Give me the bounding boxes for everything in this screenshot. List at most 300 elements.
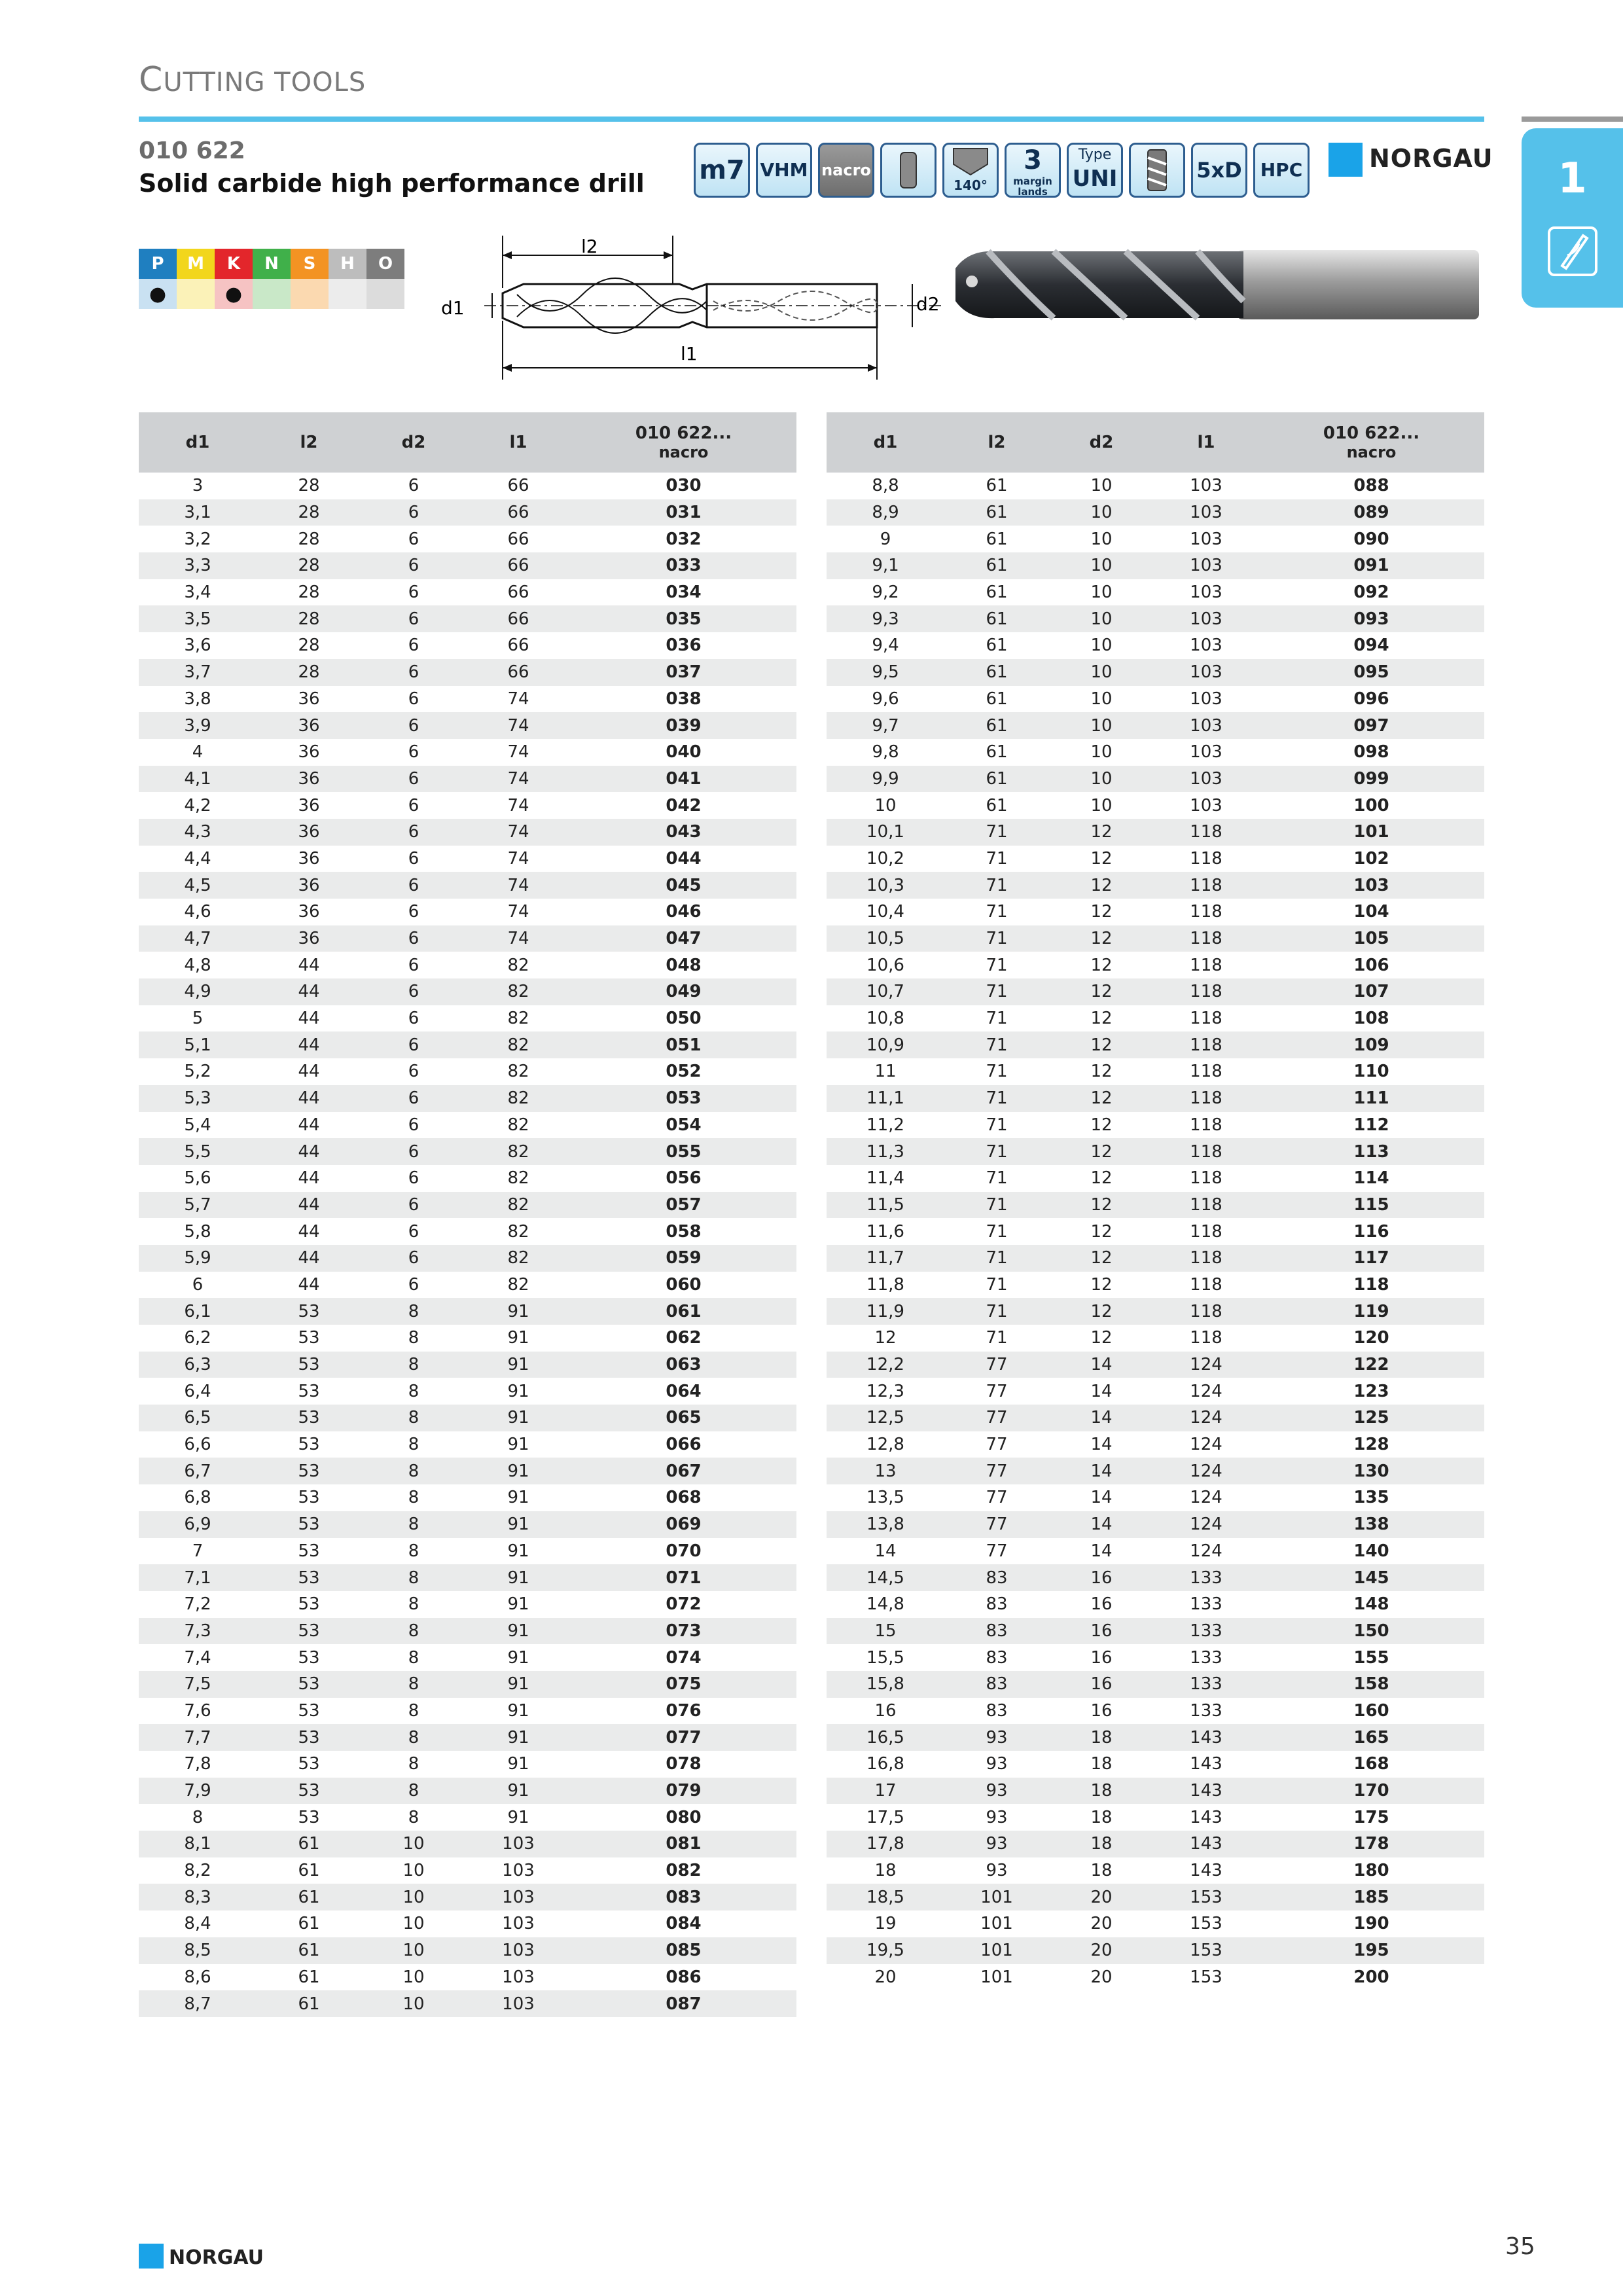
cell-l2: 36 — [298, 689, 320, 709]
table-row — [139, 1378, 796, 1405]
header-l1: l1 — [466, 412, 571, 473]
cell-l1: 153 — [1154, 1884, 1258, 1910]
cell-l2: 71 — [986, 1221, 1008, 1242]
cell-reference: 049 — [571, 978, 796, 1005]
cell-l1: 143 — [1154, 1724, 1258, 1751]
cell-d1: 13,8 — [827, 1511, 944, 1538]
cell-d1: 6,4 — [184, 1381, 211, 1401]
cell-reference: 050 — [666, 1009, 702, 1029]
cell-d1: 5,1 — [139, 1031, 257, 1058]
cell-l1: 91 — [466, 1405, 571, 1431]
cell-reference: 092 — [1353, 583, 1389, 603]
cell-d2: 12 — [1049, 1245, 1154, 1272]
cell-l1: 103 — [502, 1967, 535, 1987]
page-number: 35 — [1505, 2233, 1535, 2260]
cell-reference: 036 — [666, 636, 702, 656]
dimension-l1-label: l1 — [681, 343, 698, 365]
cell-l2: 101 — [980, 1914, 1013, 1934]
cell-d1: 6,9 — [139, 1511, 257, 1538]
cell-d2: 6 — [408, 795, 419, 816]
cell-reference: 054 — [666, 1115, 702, 1135]
cell-reference: 109 — [1258, 1031, 1484, 1058]
cell-d2: 12 — [1049, 819, 1154, 846]
cell-d1: 6,3 — [139, 1352, 257, 1378]
cell-d1: 6,5 — [139, 1405, 257, 1431]
dimension-d1-label: d1 — [441, 297, 465, 319]
cell-reference: 055 — [571, 1138, 796, 1165]
cell-d2: 20 — [1090, 1967, 1113, 1987]
cell-l1: 118 — [1190, 1274, 1222, 1295]
cell-l2: 53 — [257, 1405, 361, 1431]
table-row — [139, 899, 796, 925]
table-row — [139, 846, 796, 872]
cell-d2: 20 — [1049, 1937, 1154, 1964]
cell-d1: 6,8 — [184, 1488, 211, 1508]
cell-d1: 16,8 — [866, 1754, 904, 1774]
cell-l1: 66 — [507, 636, 529, 656]
table-row — [827, 1405, 1484, 1431]
cell-l1: 91 — [507, 1381, 529, 1401]
table-row — [139, 632, 796, 659]
cell-l1: 82 — [466, 978, 571, 1005]
cell-d2: 12 — [1049, 925, 1154, 952]
table-row — [139, 1325, 796, 1352]
table-row — [139, 1511, 796, 1538]
header-l1: l1 — [1154, 412, 1258, 473]
table-row — [139, 1778, 796, 1804]
table-row — [827, 1804, 1484, 1831]
cell-l2: 28 — [298, 636, 320, 656]
table-row — [139, 1005, 796, 1032]
shank-badge — [880, 143, 936, 198]
cell-l2: 71 — [986, 1009, 1008, 1029]
cell-l1: 91 — [507, 1594, 529, 1615]
cell-d1: 3,7 — [139, 659, 257, 686]
header-d1: d1 — [139, 412, 257, 473]
cell-d2: 10 — [1049, 499, 1154, 526]
cell-l1: 133 — [1154, 1671, 1258, 1698]
cell-d2: 14 — [1090, 1541, 1113, 1561]
cell-reference: 097 — [1258, 712, 1484, 739]
cell-l2: 101 — [944, 1937, 1049, 1964]
cell-l1: 91 — [507, 1647, 529, 1668]
cell-d2: 12 — [1090, 1115, 1113, 1135]
cell-d1: 12,8 — [866, 1435, 904, 1455]
table-row — [827, 499, 1484, 526]
cell-d1: 3,2 — [184, 529, 211, 549]
table-row — [139, 1431, 796, 1458]
cell-d1: 6,2 — [184, 1328, 211, 1348]
table-row — [139, 819, 796, 846]
cell-l1: 103 — [466, 1884, 571, 1910]
table-row — [827, 1698, 1484, 1725]
table-row — [827, 1058, 1484, 1085]
table-row — [827, 605, 1484, 632]
cell-l2: 44 — [298, 1168, 320, 1189]
cell-l1: 103 — [466, 1937, 571, 1964]
cell-d1: 11,8 — [866, 1274, 904, 1295]
cell-d1: 7,9 — [139, 1778, 257, 1804]
cell-l2: 77 — [986, 1435, 1008, 1455]
cell-l1: 91 — [507, 1807, 529, 1827]
cell-l1: 82 — [466, 1031, 571, 1058]
cell-reference: 168 — [1353, 1754, 1389, 1774]
cell-d2: 10 — [1049, 659, 1154, 686]
table-row — [827, 686, 1484, 713]
cell-reference: 088 — [1353, 476, 1389, 496]
table-row — [827, 1564, 1484, 1591]
table-row — [139, 526, 796, 552]
cell-l2: 36 — [257, 712, 361, 739]
cell-l1: 124 — [1154, 1352, 1258, 1378]
cell-d1: 19 — [874, 1914, 897, 1934]
cell-d1: 9,1 — [827, 552, 944, 579]
cell-l1: 66 — [507, 529, 529, 549]
cell-l1: 133 — [1190, 1647, 1222, 1668]
cell-d2: 12 — [1090, 1168, 1113, 1189]
cell-d2: 8 — [361, 1724, 466, 1751]
cell-d1: 6 — [192, 1274, 204, 1295]
cell-l2: 44 — [257, 978, 361, 1005]
cell-reference: 095 — [1258, 659, 1484, 686]
cell-l2: 77 — [944, 1511, 1049, 1538]
material-suitability-table — [139, 249, 404, 309]
cell-d1: 3,6 — [184, 636, 211, 656]
cell-l2: 71 — [944, 978, 1049, 1005]
cell-d1: 5,5 — [139, 1138, 257, 1165]
table-row — [827, 1751, 1484, 1778]
table-row — [827, 1352, 1484, 1378]
cell-l2: 61 — [257, 1831, 361, 1857]
table-row — [139, 766, 796, 793]
cell-d2: 8 — [408, 1647, 419, 1668]
cell-d2: 6 — [408, 1274, 419, 1295]
cell-d1: 5,7 — [139, 1192, 257, 1219]
cell-l1: 103 — [466, 1831, 571, 1857]
type-label: Type — [1078, 147, 1112, 163]
table-row — [827, 1644, 1484, 1671]
section-title — [139, 60, 366, 99]
cell-reference: 105 — [1258, 925, 1484, 952]
cell-l2: 101 — [980, 1967, 1013, 1987]
table-row — [139, 1591, 796, 1618]
table-row — [139, 1272, 796, 1299]
cell-l2: 44 — [257, 1031, 361, 1058]
cell-d2: 14 — [1090, 1488, 1113, 1508]
cell-l2: 71 — [986, 1274, 1008, 1295]
cell-reference: 093 — [1258, 605, 1484, 632]
cell-l1: 82 — [507, 1062, 529, 1082]
table-row — [827, 1538, 1484, 1565]
cell-d2: 6 — [408, 1062, 419, 1082]
cell-l2: 36 — [298, 742, 320, 762]
chapter-number: 1 — [1558, 154, 1587, 203]
suitability-s — [291, 279, 329, 309]
cell-l1: 118 — [1190, 1009, 1222, 1029]
cell-l2: 53 — [298, 1594, 320, 1615]
cell-reference: 110 — [1353, 1062, 1389, 1082]
cell-l1: 91 — [507, 1754, 529, 1774]
cell-d2: 6 — [408, 529, 419, 549]
table-row — [827, 978, 1484, 1005]
cell-l2: 44 — [257, 1192, 361, 1219]
hpc-badge: HPC — [1253, 143, 1310, 198]
cell-d2: 6 — [408, 689, 419, 709]
cell-reference: 072 — [666, 1594, 702, 1615]
cell-l2: 71 — [986, 848, 1008, 869]
cell-reference: 106 — [1353, 955, 1389, 975]
cell-d1: 12,3 — [866, 1381, 904, 1401]
point-angle-icon — [944, 145, 997, 177]
cell-reference: 086 — [666, 1967, 702, 1987]
cell-l1: 91 — [466, 1458, 571, 1484]
cell-d1: 10,3 — [827, 872, 944, 899]
table-row — [139, 1352, 796, 1378]
cell-reference: 030 — [666, 476, 702, 496]
cell-d1: 3,4 — [184, 583, 211, 603]
cell-reference: 047 — [571, 925, 796, 952]
table-row — [827, 579, 1484, 606]
cell-l2: 61 — [944, 552, 1049, 579]
cell-l2: 53 — [257, 1511, 361, 1538]
cell-reference: 118 — [1353, 1274, 1389, 1295]
header-d2: d2 — [1049, 412, 1154, 473]
type-badge — [1067, 143, 1123, 198]
cell-reference: 087 — [571, 1990, 796, 2017]
cell-reference: 070 — [666, 1541, 702, 1561]
cell-l1: 118 — [1190, 1328, 1222, 1348]
cell-reference: 165 — [1258, 1724, 1484, 1751]
cell-l2: 61 — [944, 605, 1049, 632]
cell-d2: 8 — [408, 1488, 419, 1508]
table-row — [139, 978, 796, 1005]
table-row — [827, 899, 1484, 925]
cell-reference: 078 — [666, 1754, 702, 1774]
cell-l2: 61 — [944, 499, 1049, 526]
cell-reference: 122 — [1258, 1352, 1484, 1378]
cell-l1: 143 — [1154, 1778, 1258, 1804]
cell-d2: 16 — [1090, 1594, 1113, 1615]
cell-d2: 14 — [1049, 1405, 1154, 1431]
dimensions-table-right — [827, 412, 1484, 1990]
table-row — [139, 1990, 796, 2017]
cell-l2: 71 — [986, 1062, 1008, 1082]
table-row — [139, 1751, 796, 1778]
cell-l2: 36 — [257, 872, 361, 899]
table-row — [139, 1618, 796, 1645]
header-reference — [571, 412, 796, 473]
table-body-left — [139, 473, 796, 2017]
cell-l1: 103 — [1154, 605, 1258, 632]
header-reference — [1258, 412, 1484, 473]
cell-l2: 28 — [298, 583, 320, 603]
cell-d1: 11,6 — [866, 1221, 904, 1242]
cell-d2: 10 — [1090, 689, 1113, 709]
cell-l2: 83 — [986, 1594, 1008, 1615]
table-row — [827, 1031, 1484, 1058]
cell-d2: 8 — [408, 1328, 419, 1348]
cell-reference: 091 — [1258, 552, 1484, 579]
table-body-right — [827, 473, 1484, 1990]
table-row — [139, 739, 796, 766]
cell-l2: 71 — [944, 1245, 1049, 1272]
cell-l2: 101 — [944, 1884, 1049, 1910]
cell-l2: 93 — [944, 1778, 1049, 1804]
cell-reference: 084 — [666, 1914, 702, 1934]
cell-d1: 8,6 — [184, 1967, 211, 1987]
cell-d1: 12,5 — [827, 1405, 944, 1431]
cell-d1: 15,8 — [827, 1671, 944, 1698]
cell-l1: 74 — [507, 848, 529, 869]
cell-d1: 10,1 — [827, 819, 944, 846]
cell-l2: 71 — [986, 1168, 1008, 1189]
cell-d1: 6,6 — [184, 1435, 211, 1455]
cell-l1: 124 — [1154, 1458, 1258, 1484]
cell-d1: 14,5 — [827, 1564, 944, 1591]
table-row — [827, 1112, 1484, 1139]
cell-reference: 075 — [571, 1671, 796, 1698]
suitability-k: ● — [215, 279, 253, 309]
table-row — [139, 1458, 796, 1484]
cell-l1: 118 — [1190, 848, 1222, 869]
cell-reference: 200 — [1353, 1967, 1389, 1987]
cell-l2: 93 — [944, 1724, 1049, 1751]
cell-d1: 8,5 — [139, 1937, 257, 1964]
cell-l1: 82 — [466, 1138, 571, 1165]
margin-lands-badge — [1005, 143, 1061, 198]
suitability-n — [253, 279, 291, 309]
cell-d2: 6 — [408, 636, 419, 656]
cell-l1: 118 — [1154, 1031, 1258, 1058]
cell-d2: 8 — [408, 1435, 419, 1455]
cell-d1: 3,1 — [139, 499, 257, 526]
cell-l1: 74 — [466, 872, 571, 899]
cell-d1: 8,2 — [184, 1861, 211, 1881]
brand-square-icon — [1329, 143, 1363, 177]
cell-d1: 7,1 — [139, 1564, 257, 1591]
cell-d2: 20 — [1049, 1884, 1154, 1910]
cell-l2: 53 — [298, 1807, 320, 1827]
cell-d1: 3,9 — [139, 712, 257, 739]
cell-d1: 15 — [827, 1618, 944, 1645]
cell-l1: 103 — [1190, 742, 1222, 762]
table-row — [139, 1884, 796, 1910]
cell-l1: 91 — [507, 1488, 529, 1508]
cell-reference: 068 — [666, 1488, 702, 1508]
cell-reference: 150 — [1258, 1618, 1484, 1645]
cell-d2: 12 — [1090, 955, 1113, 975]
cell-reference: 185 — [1258, 1884, 1484, 1910]
cell-l1: 143 — [1190, 1754, 1222, 1774]
cell-d1: 10,9 — [827, 1031, 944, 1058]
cell-d1: 7,6 — [184, 1700, 211, 1721]
cell-l1: 82 — [507, 1274, 529, 1295]
table-row — [139, 473, 796, 499]
cell-d1: 5,4 — [184, 1115, 211, 1135]
header-reference-line2: nacro — [1346, 443, 1397, 461]
cell-d2: 10 — [1049, 605, 1154, 632]
cell-l1: 66 — [466, 659, 571, 686]
cell-reference: 074 — [666, 1647, 702, 1668]
cell-d2: 16 — [1049, 1564, 1154, 1591]
table-row — [827, 739, 1484, 766]
table-row — [139, 1484, 796, 1511]
table-row — [827, 1085, 1484, 1112]
cell-d2: 6 — [361, 499, 466, 526]
cell-l1: 103 — [502, 1914, 535, 1934]
cell-l2: 61 — [944, 766, 1049, 793]
cell-d2: 12 — [1049, 1085, 1154, 1112]
cell-d2: 18 — [1049, 1724, 1154, 1751]
cell-d1: 10,4 — [866, 902, 904, 922]
table-row — [827, 1591, 1484, 1618]
cell-d1: 11,4 — [866, 1168, 904, 1189]
cell-d1: 5,9 — [139, 1245, 257, 1272]
cell-d2: 6 — [408, 1009, 419, 1029]
cell-d2: 6 — [408, 1115, 419, 1135]
cell-reference: 116 — [1353, 1221, 1389, 1242]
cell-d1: 5,3 — [139, 1085, 257, 1112]
table-row — [139, 605, 796, 632]
cell-d1: 7,7 — [139, 1724, 257, 1751]
cell-d2: 18 — [1049, 1831, 1154, 1857]
cell-d1: 18,5 — [827, 1884, 944, 1910]
cell-l2: 61 — [986, 689, 1008, 709]
tab-rule — [1522, 117, 1623, 122]
table-row — [139, 925, 796, 952]
cell-l1: 124 — [1190, 1488, 1222, 1508]
cell-l2: 53 — [298, 1488, 320, 1508]
cell-reference: 033 — [571, 552, 796, 579]
cell-d1: 8,9 — [827, 499, 944, 526]
cell-l1: 118 — [1154, 1085, 1258, 1112]
cell-l2: 71 — [944, 1192, 1049, 1219]
cell-reference: 045 — [571, 872, 796, 899]
cell-l1: 74 — [507, 795, 529, 816]
cell-reference: 081 — [571, 1831, 796, 1857]
material-n: N — [253, 249, 291, 279]
cell-reference: 138 — [1258, 1511, 1484, 1538]
cell-reference: 032 — [666, 529, 702, 549]
cell-d2: 6 — [361, 1138, 466, 1165]
cell-l1: 118 — [1154, 1192, 1258, 1219]
cell-reference: 096 — [1353, 689, 1389, 709]
cell-l1: 66 — [466, 499, 571, 526]
table-row — [827, 925, 1484, 952]
table-row — [827, 1272, 1484, 1299]
cell-reference: 098 — [1353, 742, 1389, 762]
cell-l2: 77 — [986, 1488, 1008, 1508]
cell-reference: 119 — [1258, 1298, 1484, 1325]
cell-reference: 076 — [666, 1700, 702, 1721]
margin-label: margin lands — [1013, 175, 1052, 198]
cell-l2: 28 — [257, 605, 361, 632]
table-row — [139, 872, 796, 899]
cell-reference: 190 — [1353, 1914, 1389, 1934]
cell-d1: 5,2 — [184, 1062, 211, 1082]
cell-l2: 53 — [257, 1618, 361, 1645]
cell-l2: 71 — [986, 1115, 1008, 1135]
cell-l2: 53 — [298, 1328, 320, 1348]
point-angle-badge — [942, 143, 999, 198]
cell-reference: 062 — [666, 1328, 702, 1348]
cell-l2: 36 — [298, 902, 320, 922]
cell-l1: 74 — [507, 902, 529, 922]
cell-l1: 124 — [1190, 1435, 1222, 1455]
cell-d2: 8 — [361, 1298, 466, 1325]
table-row — [139, 579, 796, 606]
cell-d1: 8,7 — [139, 1990, 257, 2017]
